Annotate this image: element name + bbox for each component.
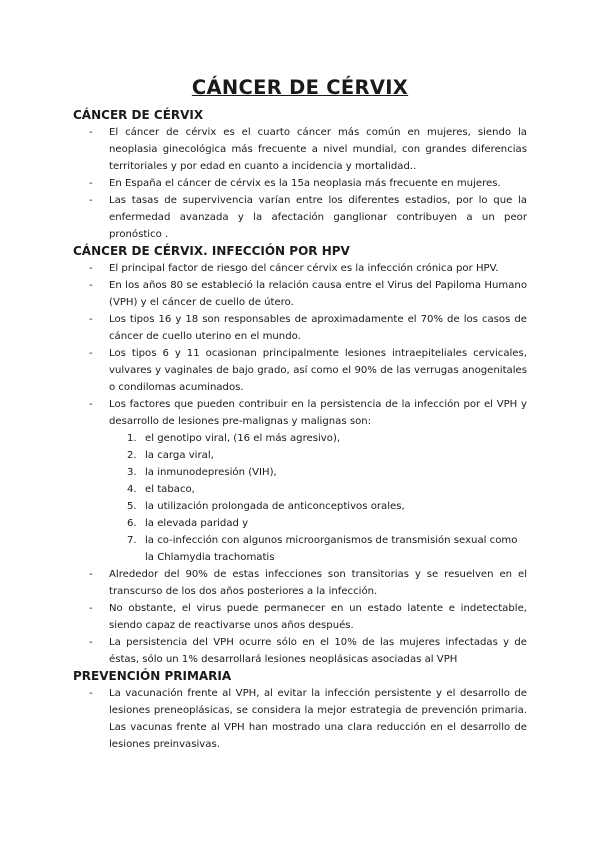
risk-factor-text: el genotipo viral, (16 el más agresivo), <box>145 433 341 444</box>
risk-factor-item <box>73 532 527 566</box>
list-item-text: Alrededor del 90% de estas infecciones son transitorias y se resuelven en el transcurso de los dos años posteriores a la infección. <box>109 569 527 597</box>
list-item <box>73 260 527 277</box>
risk-factor-item <box>73 447 527 464</box>
list-item <box>73 192 527 243</box>
number-marker: 2. <box>127 450 137 461</box>
list-item <box>73 277 527 311</box>
risk-factor-text: la inmunodepresión (VIH), <box>145 467 277 478</box>
list-item <box>73 345 527 396</box>
number-marker: 6. <box>127 518 137 529</box>
risk-factor-item <box>73 515 527 532</box>
list-item-text: La vacunación frente al VPH, al evitar la infección persistente y el desarrollo de lesiones preneoplásicas, se considera la mejor estrategia de prevención primaria. Las vacunas frente al VPH han mostrado una clara reducción en el desarrollo de lesiones preinvasivas. <box>109 688 527 750</box>
dash-marker: - <box>89 195 93 206</box>
number-marker: 1. <box>127 433 137 444</box>
number-marker: 5. <box>127 501 137 512</box>
list-item-text: El principal factor de riesgo del cáncer cérvix es la infección crónica por HPV. <box>109 263 499 274</box>
risk-factor-item <box>73 498 527 515</box>
dash-marker: - <box>89 348 93 359</box>
list-item <box>73 396 527 430</box>
section-list <box>73 260 527 430</box>
risk-factor-item <box>73 464 527 481</box>
list-item <box>73 175 527 192</box>
list-item-text: En España el cáncer de cérvix es la 15a neoplasia más frecuente en mujeres. <box>109 178 501 189</box>
dash-marker: - <box>89 127 93 138</box>
risk-factor-text: la utilización prolongada de anticonceptivos orales, <box>145 501 405 512</box>
dash-marker: - <box>89 603 93 614</box>
section-heading-cancer-cervix: CÁNCER DE CÉRVIX <box>73 108 204 122</box>
list-item-text: Los factores que pueden contribuir en la persistencia de la infección por el VPH y desarrollo de lesiones pre-malignas y malignas son: <box>109 399 527 427</box>
dash-marker: - <box>89 637 93 648</box>
list-item-text: Los tipos 6 y 11 ocasionan principalmente lesiones intraepiteliales cervicales, vulvares y vaginales de bajo grado, así como el 90% de las verrugas anogenitales o condilomas acuminados. <box>109 348 527 393</box>
document-title: CÁNCER DE CÉRVIX <box>191 76 409 99</box>
dash-marker: - <box>89 178 93 189</box>
section-heading-infeccion-hpv: CÁNCER DE CÉRVIX. INFECCIÓN POR HPV <box>73 244 350 258</box>
list-item-text: No obstante, el virus puede permanecer en un estado latente e indetectable, siendo capaz de reactivarse unos años después. <box>109 603 527 631</box>
risk-factor-item <box>73 481 527 498</box>
list-item-text: Los tipos 16 y 18 son responsables de aproximadamente el 70% de los casos de cáncer de cuello uterino en el mundo. <box>109 314 527 342</box>
list-item <box>73 685 527 753</box>
dash-marker: - <box>89 688 93 699</box>
dash-marker: - <box>89 569 93 580</box>
section-list <box>73 685 527 753</box>
risk-factor-text: la carga viral, <box>145 450 214 461</box>
list-item <box>73 634 527 668</box>
section-list <box>73 124 527 243</box>
list-item-text: En los años 80 se estableció la relación causa entre el Virus del Papiloma Humano (VPH) y el cáncer de cuello de útero. <box>109 280 527 308</box>
risk-factor-list <box>73 430 527 566</box>
dash-marker: - <box>89 280 93 291</box>
dash-marker: - <box>89 399 93 410</box>
list-item-text: La persistencia del VPH ocurre sólo en el 10% de las mujeres infectadas y de éstas, sólo un 1% desarrollará lesiones neoplásicas asociadas al VPH <box>109 637 527 665</box>
risk-factor-text: el tabaco, <box>145 484 195 495</box>
list-item <box>73 600 527 634</box>
list-item-text: El cáncer de cérvix es el cuarto cáncer más común en mujeres, siendo la neoplasia ginecológica más frecuente a nivel mundial, con grandes diferencias territoriales y por edad en cuanto a incidencia y mortalidad.. <box>109 127 527 172</box>
risk-factor-item <box>73 430 527 447</box>
list-item <box>73 124 527 175</box>
number-marker: 3. <box>127 467 137 478</box>
list-item <box>73 566 527 600</box>
list-item-text: Las tasas de supervivencia varían entre los diferentes estadios, por lo que la enfermedad avanzada y la afectación ganglionar contribuyen a un peor pronóstico . <box>109 195 527 240</box>
risk-factor-text: la elevada paridad y <box>145 518 249 529</box>
number-marker: 7. <box>127 535 137 546</box>
dash-marker: - <box>89 314 93 325</box>
section-heading-prevencion-primaria: PREVENCIÓN PRIMARIA <box>73 669 232 683</box>
risk-factor-text: la co-infección con algunos microorganismos de transmisión sexual como la Chlamydia trachomatis <box>145 535 518 563</box>
section-list <box>73 566 527 668</box>
dash-marker: - <box>89 263 93 274</box>
number-marker: 4. <box>127 484 137 495</box>
list-item <box>73 311 527 345</box>
